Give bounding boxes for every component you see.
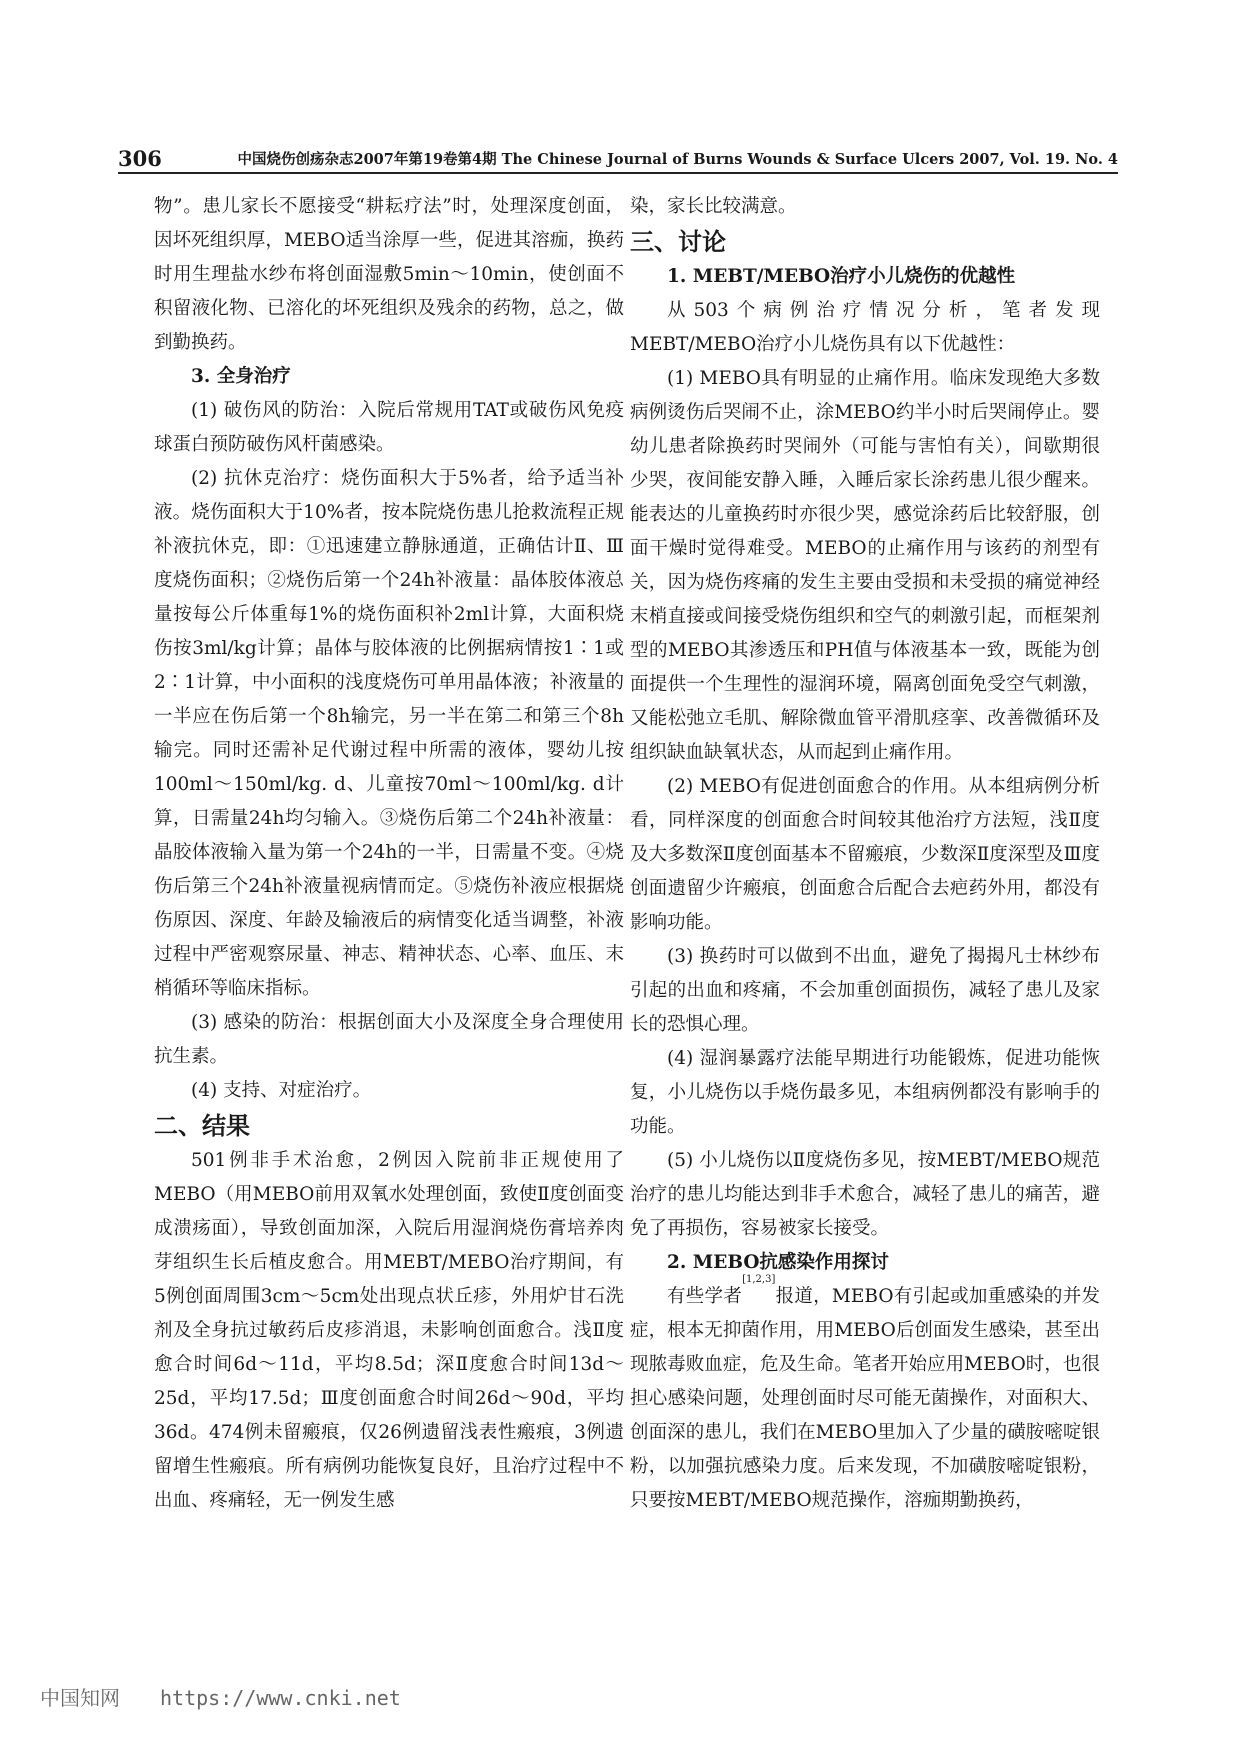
paragraph: (1) 破伤风的防治：入院后常规用TAT或破伤风免疫球蛋白预防破伤风杆菌感染。 (154, 400, 624, 455)
paragraph (630, 1274, 1100, 1518)
section-heading: 3. 全身治疗 (191, 366, 291, 387)
page-number: 306 (118, 146, 162, 171)
section-title-results: 二、结果 (154, 1111, 250, 1140)
paragraph: (2) MEBO有促进创面愈合的作用。从本组病例分析看，同样深度的创面愈合时间较其他治疗方法短，浅Ⅱ度及大多数深Ⅱ度创面基本不留瘢痕，少数深Ⅱ度深型及Ⅲ度创面遗留少许瘢痕，创面愈合后配合去疤药外用，都没有影响功能。 (630, 776, 1100, 933)
paragraph: (3) 换药时可以做到不出血，避免了揭揭凡士林纱布引起的出血和疼痛，不会加重创面损伤，减轻了患儿及家长的恐惧心理。 (630, 946, 1100, 1035)
header-rule (118, 172, 1118, 174)
paragraph: (3) 感染的防治：根据创面大小及深度全身合理使用抗生素。 (154, 1012, 624, 1067)
footer-watermark (40, 1682, 401, 1711)
paragraph: 501例非手术治愈，2例因入院前非正规使用了MEBO（用MEBO前用双氧水处理创面，致使Ⅱ度创面变成溃疡面），导致创面加深，入院后用湿润烧伤膏培养肉芽组织生长后植皮愈合。用MEBT/MEBO治疗期间，有5例创面周围3cm～5cm处出现点状丘疹，外用炉甘石洗剂及全身抗过敏药后皮疹消退，未影响创面愈合。浅Ⅱ度愈合时间6d～11d，平均8.5d；深Ⅱ度愈合时间13d～25d，平均17.5d；Ⅲ度创面愈合时间26d～90d，平均36d。474例未留瘢痕，仅26例遗留浅表性瘢痕，3例遗留增生性瘢痕。所有病例功能恢复良好，且治疗过程中不出血、疼痛轻，无一例发生感 (154, 1150, 624, 1511)
left-column (154, 190, 624, 1518)
paragraph: 物”。患儿家长不愿接受“耕耘疗法”时，处理深度创面，因坏死组织厚，MEBO适当涂厚一些，促进其溶痂，换药时用生理盐水纱布将创面湿敷5min～10min，使创面不积留液化物、已溶化的坏死组织及残余的药物，总之，做到勤换药。 (154, 196, 624, 353)
right-column (630, 190, 1100, 1518)
paragraph: (2) 抗休克治疗：烧伤面积大于5%者，给予适当补液。烧伤面积大于10%者，按本院烧伤患儿抢救流程正规补液抗休克，即：①迅速建立静脉通道，正确估计Ⅱ、Ⅲ度烧伤面积；②烧伤后第一个24h补液量：晶体胶体液总量按每公斤体重每1%的烧伤面积补2ml计算，大面积烧伤按3ml/kg计算；晶体与胶体液的比例据病情按1∶1或2∶1计算，中小面积的浅度烧伤可单用晶体液；补液量的一半应在伤后第一个8h输完，另一半在第二和第三个8h输完。同时还需补足代谢过程中所需的液体，婴幼儿按100ml～150ml/kg. d、儿童按70ml～100ml/kg. d计算，日需量24h均匀输入。③烧伤后第二个24h补液量：晶胶体液输入量为第一个24h的一半，日需量不变。④烧伤后第三个24h补液量视病情而定。⑤烧伤补液应根据烧伤原因、深度、年龄及输液后的病情变化适当调整，补液过程中严密观察尿量、神志、精神状态、心率、血压、末梢循环等临床指标。 (154, 468, 624, 999)
journal-running-head: 中国烧伤创疡杂志2007年第19卷第4期 The Chinese Journal of Burns Wounds & Surface Ulcers 2007, Vol. 19. No. 4 (237, 151, 1118, 168)
cnki-brand: 中国知网 (40, 1686, 120, 1710)
paragraph: 染，家长比较满意。 (630, 196, 797, 217)
paragraph: (4) 支持、对症治疗。 (191, 1080, 372, 1101)
paragraph: (5) 小儿烧伤以Ⅱ度烧伤多见，按MEBT/MEBO规范治疗的患儿均能达到非手术愈合，减轻了患儿的痛苦，避免了再损伤，容易被家长接受。 (630, 1150, 1100, 1239)
citation-ref[interactable]: [1,2,3] (742, 1274, 776, 1285)
page-header (118, 146, 1118, 170)
section-heading: 1. MEBT/MEBO治疗小儿烧伤的优越性 (667, 266, 1016, 287)
paragraph-text: 有些学者 (667, 1286, 743, 1307)
paragraph-text: 报道，MEBO有引起或加重感染的并发症，根本无抑菌作用，用MEBO后创面发生感染，甚至出现脓毒败血症，危及生命。笔者开始应用MEBO时，也很担心感染问题，处理创面时尽可能无菌操作，对面积大、创面深的患儿，我们在MEBO里加入了少量的磺胺嘧啶银粉，以加强抗感染力度。后来发现，不加磺胺嘧啶银粉，只要按MEBT/MEBO规范操作，溶痂期勤换药， (630, 1286, 1100, 1511)
paragraph: (1) MEBO具有明显的止痛作用。临床发现绝大多数病例烫伤后哭闹不止，涂MEBO约半小时后哭闹停止。婴幼儿患者除换药时哭闹外（可能与害怕有关），间歇期很少哭，夜间能安静入睡，入睡后家长涂药患儿很少醒来。能表达的儿童换药时亦很少哭，感觉涂药后比较舒服，创面干燥时觉得难受。MEBO的止痛作用与该药的剂型有关，因为烧伤疼痛的发生主要由受损和未受损的痛觉神经末梢直接或间接受烧伤组织和空气的刺激引起，而框架剂型的MEBO其渗透压和PH值与体液基本一致，既能为创面提供一个生理性的湿润环境，隔离创面免受空气刺激，又能松弛立毛肌、解除微血管平滑肌痉挛、改善微循环及组织缺血缺氧状态，从而起到止痛作用。 (630, 368, 1100, 763)
section-title-discussion: 三、讨论 (630, 227, 726, 256)
cnki-url[interactable]: https://www.cnki.net (160, 1686, 401, 1710)
section-heading: 2. MEBO抗感染作用探讨 (667, 1252, 889, 1273)
paragraph: 从503个病例治疗情况分析，笔者发现MEBT/MEBO治疗小儿烧伤具有以下优越性： (630, 300, 1100, 355)
paragraph: (4) 湿润暴露疗法能早期进行功能锻炼，促进功能恢复，小儿烧伤以手烧伤最多见，本组病例都没有影响手的功能。 (630, 1048, 1100, 1137)
